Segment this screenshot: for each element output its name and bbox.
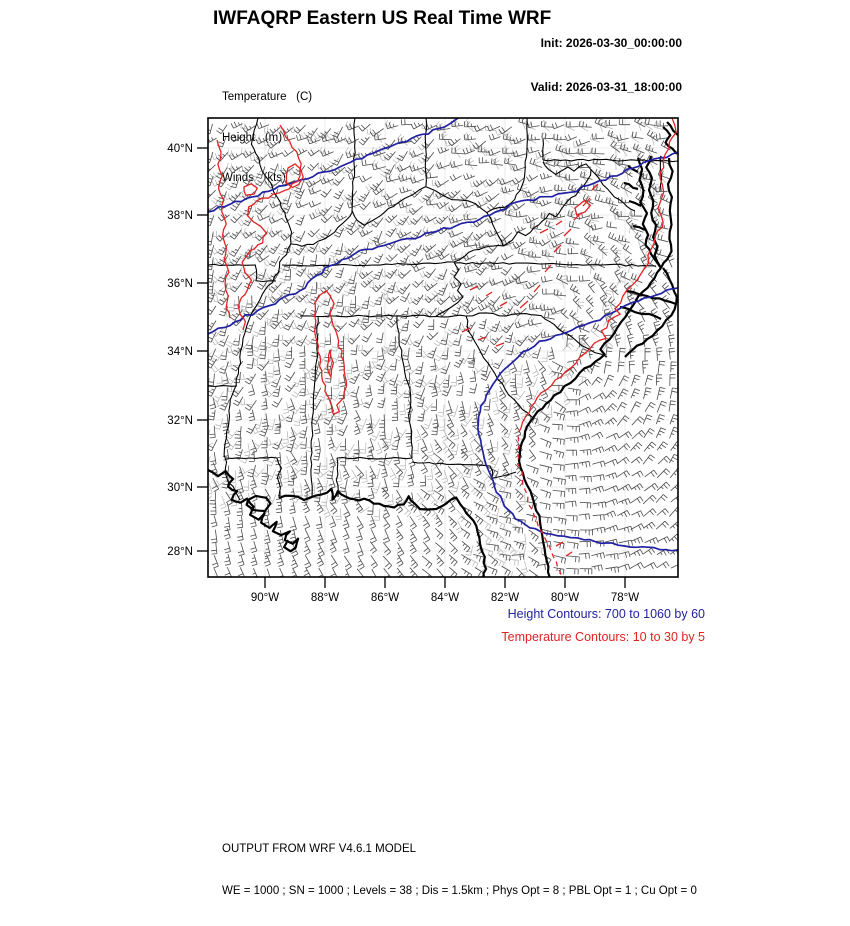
legend-temperature: Temperature (C)	[222, 91, 313, 103]
lat-tick-label: 32°N	[167, 415, 193, 427]
lon-tick-label: 82°W	[490, 592, 520, 604]
footer-line2: WE = 1000 ; SN = 1000 ; Levels = 38 ; Dis = 1.5km ; Phys Opt = 8 ; PBL Opt = 1 ; Cu Opt = 0	[222, 885, 697, 897]
lat-tick-label: 40°N	[167, 143, 193, 155]
lat-axis	[167, 143, 193, 558]
valid-time-label: Valid: 2026-03-31_18:00:00	[530, 79, 682, 94]
init-time-label: Init: 2026-03-30_00:00:00	[540, 36, 682, 50]
lon-tick-label: 86°W	[370, 592, 400, 604]
lat-tick-label: 36°N	[167, 278, 193, 290]
lat-tick-label: 38°N	[167, 210, 193, 222]
page-title: IWFAQRP Eastern US Real Time WRF	[213, 8, 552, 29]
lon-tick-label: 90°W	[250, 592, 280, 604]
footer-line1: OUTPUT FROM WRF V4.6.1 MODEL	[222, 843, 417, 855]
lat-tick-label: 28°N	[167, 546, 193, 558]
lat-tick-label: 34°N	[167, 346, 193, 358]
lon-tick-label: 78°W	[610, 592, 640, 604]
temperature-contour-caption: Temperature Contours: 10 to 30 by 5	[501, 630, 705, 644]
lat-tick-label: 30°N	[167, 482, 193, 494]
wind-barbs	[204, 117, 684, 583]
model-footer	[222, 814, 697, 926]
height-contour-caption: Height Contours: 700 to 1060 by 60	[507, 607, 705, 621]
legend-winds: Winds (kts)	[222, 172, 286, 184]
lon-tick-label: 80°W	[550, 592, 580, 604]
lon-tick-label: 84°W	[430, 592, 460, 604]
lon-axis	[251, 592, 639, 604]
lon-tick-label: 88°W	[310, 592, 340, 604]
height-contours	[208, 114, 678, 551]
legend-height: Height (m)	[222, 131, 283, 144]
